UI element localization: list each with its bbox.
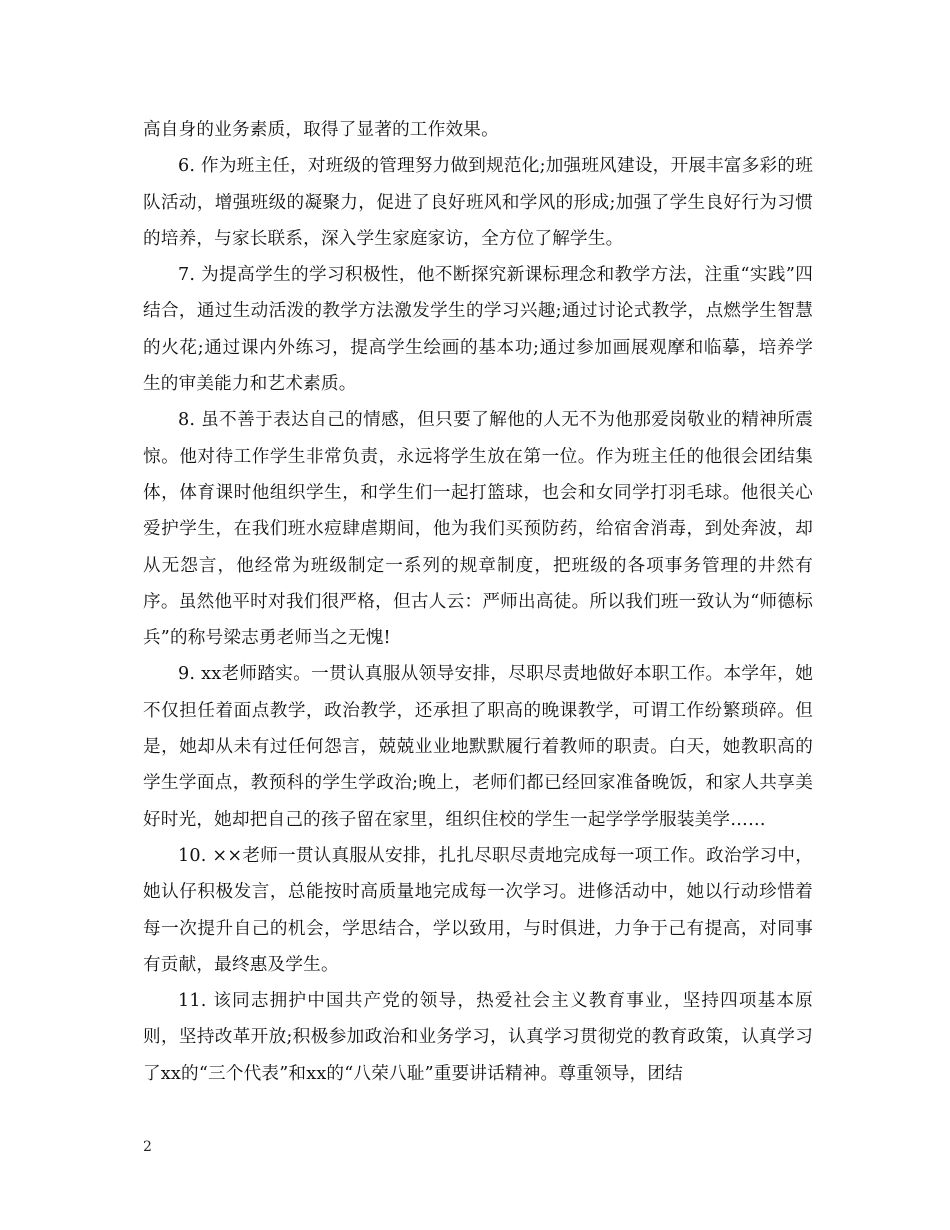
body-text: [143, 112, 813, 1092]
paragraph-item-11: 11. 该同志拥护中国共产党的领导，热爱社会主义教育事业，坚持四项基本原则，坚持改革开放;积极参加政治和业务学习，认真学习贯彻党的教育政策，认真学习了xx的“三个代表”和xx的“八荣八耻”重要讲话精神。尊重领导，团结: [143, 991, 813, 1084]
paragraph-item-8: 8. 虽不善于表达自己的情感，但只要了解他的人无不为他那爱岗敬业的精神所震惊。他对待工作学生非常负责，永远将学生放在第一位。作为班主任的他很会团结集体，体育课时他组织学生，和学生们一起打篮球，也会和女同学打羽毛球。他很关心爱护学生，在我们班水痘肆虐期间，他为我们买预防药，给宿舍消毒，到处奔波，却从无怨言，他经常为班级制定一系列的规章制度，把班级的各项事务管理的井然有序。虽然他平时对我们很严格，但古人云：严师出高徒。所以我们班一致认为“师德标兵”的称号梁志勇老师当之无愧!: [143, 410, 813, 649]
page-number: 2: [143, 1139, 152, 1155]
paragraph-item-9: 9. xx老师踏实。一贯认真服从领导安排，尽职尽责地做好本职工作。本学年，她不仅担任着面点教学，政治教学，还承担了职高的晚课教学，可谓工作纷繁琐碎。但是，她却从未有过任何怨言，兢兢业业地默默履行着教师的职责。白天，她教职高的学生学面点，教预科的学生学政治;晚上，老师们都已经回家准备晚饭，和家人共享美好时光，她却把自己的孩子留在家里，组织住校的学生一起学学学服装美学……: [143, 664, 813, 830]
paragraph-item-6: 6. 作为班主任，对班级的管理努力做到规范化;加强班风建设，开展丰富多彩的班队活动，增强班级的凝聚力，促进了良好班风和学风的形成;加强了学生良好行为习惯的培养，与家长联系，深入学生家庭家访，全方位了解学生。: [143, 156, 813, 249]
paragraph-continuation: 高自身的业务素质，取得了显著的工作效果。: [143, 120, 499, 140]
paragraph-item-10: 10. ××老师一贯认真服从安排，扎扎尽职尽责地完成每一项工作。政治学习中，她认仔积极发言，总能按时高质量地完成每一次学习。进修活动中，她以行动珍惜着每一次提升自己的机会，学思结合，学以致用，与时俱进，力争于己有提高，对同事有贡献，最终惠及学生。: [143, 845, 813, 975]
paragraph-item-7: 7. 为提高学生的学习积极性，他不断探究新课标理念和教学方法，注重“实践”四结合，通过生动活泼的教学方法激发学生的学习兴趣;通过讨论式教学，点燃学生智慧的火花;通过课内外练习，提高学生绘画的基本功;通过参加画展观摩和临摹，培养学生的审美能力和艺术素质。: [143, 265, 813, 395]
